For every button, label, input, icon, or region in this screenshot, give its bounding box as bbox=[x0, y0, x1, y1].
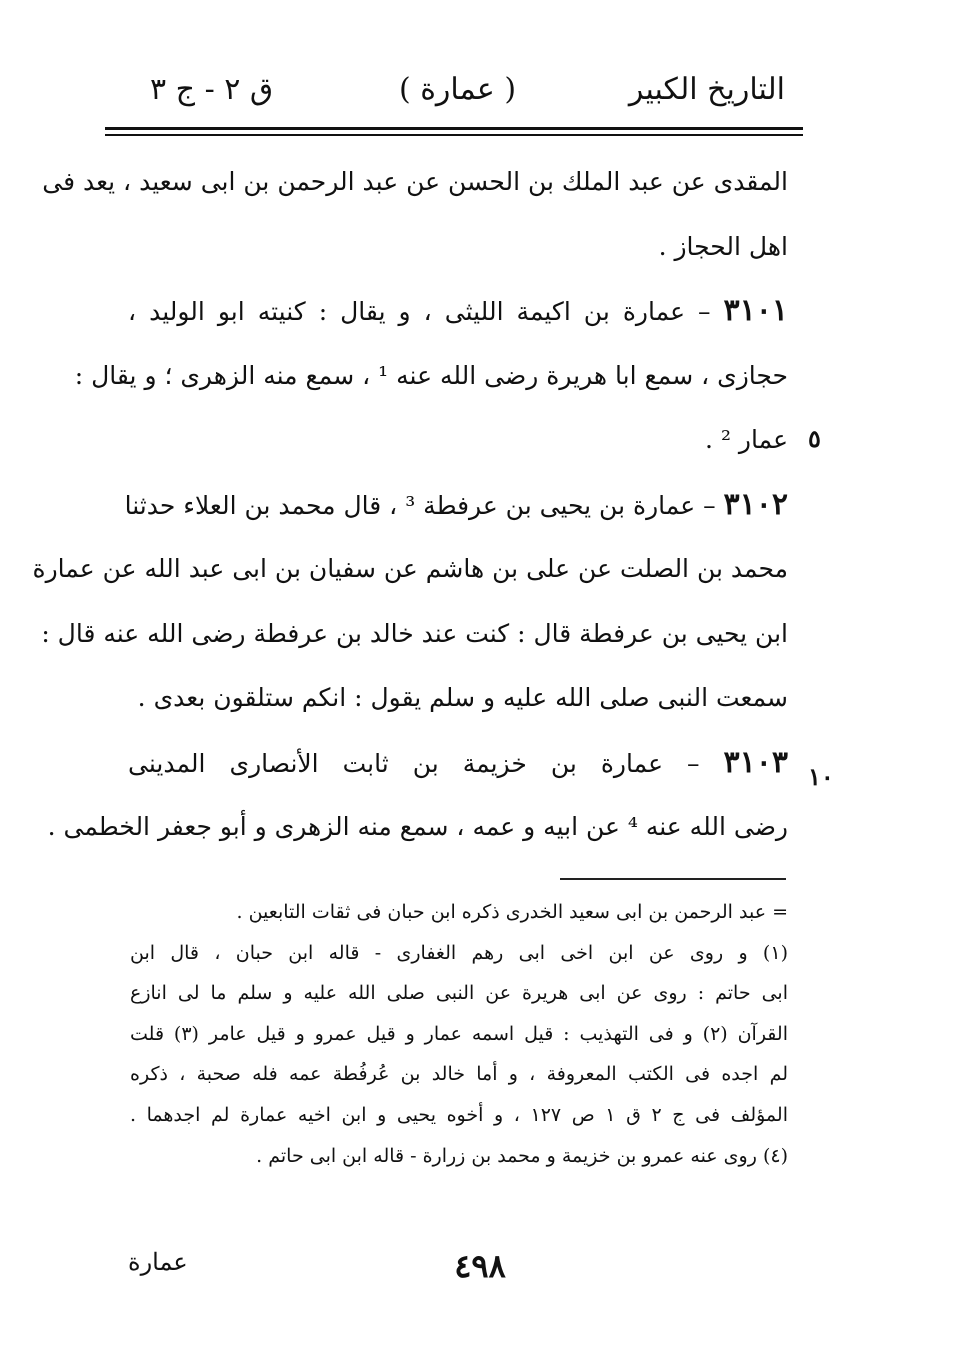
margin-line-number: ٥ bbox=[808, 424, 821, 453]
book-title: التاريخ الكبير bbox=[628, 72, 785, 107]
footnote-line: ابى حاتم : روى عن ابى هريرة عن النبى صلى الله عليه و سلم ما لى انازع bbox=[130, 982, 788, 1005]
text-line: سمعت النبى صلى الله عليه و سلم يقول : انكم ستلقون بعدى . bbox=[137, 683, 788, 712]
text-line: عمار ² . bbox=[705, 425, 788, 454]
text-line: المقدى عن عبد الملك بن الحسن عن عبد الرحمن بن ابى سعيد ، يعد فى bbox=[42, 167, 788, 196]
volume-label: ق ٢ - ج ٣ bbox=[150, 72, 274, 107]
catchword: عمارة bbox=[128, 1248, 188, 1276]
text-line: رضى الله عنه ⁴ عن ابيه و عمه ، سمع منه الزهرى و أبو جعفر الخطمى . bbox=[47, 812, 788, 841]
footnote-line: = عبد الرحمن بن ابى سعيد الخدرى ذكره ابن حبان فى ثقات التابعين . bbox=[236, 901, 788, 923]
section-title: ( عمارة ) bbox=[398, 72, 517, 107]
header-rule-thin bbox=[105, 134, 803, 136]
text-line: محمد بن الصلت عن على بن هاشم عن سفيان بن ابى عبد الله عن عمارة bbox=[32, 554, 788, 583]
text-line: اهل الحجاز . bbox=[658, 231, 788, 261]
main-text bbox=[32, 150, 788, 860]
footnote-line: (١) و روى عن ابن اخى ابى رهم الغفارى - قاله ابن حبان ، قال ابن bbox=[130, 941, 788, 964]
entry-number: ٣١٠١ bbox=[723, 293, 788, 328]
entry-line: ٣١٠١ – عمارة بن اكيمة الليثى ، و يقال : كنيته ابو الوليد ، bbox=[128, 293, 788, 328]
margin-line-number: ١٠ bbox=[808, 762, 834, 791]
footnote-separator bbox=[560, 878, 786, 880]
entry-number: ٣١٠٣ bbox=[723, 744, 788, 780]
running-header bbox=[130, 72, 785, 116]
footnote-line: المؤلف فى ج ٢ ق ١ ص ١٢٧ ، و أخوه يحيى و ابن اخيه عمارة لم اجدهما . bbox=[130, 1103, 788, 1126]
footnote-line: لم اجده فى الكتب المعروفة ، و أما خالد بن عُرفُطة عمه فله صحبة ، ذكره bbox=[130, 1063, 788, 1086]
footnotes bbox=[130, 892, 788, 1176]
entry-number: ٣١٠٢ bbox=[723, 486, 788, 522]
page-number: ٤٩٨ bbox=[454, 1247, 506, 1285]
text-line: ابن يحيى بن عرفطة قال : كنت عند خالد بن عرفطة رضى الله عنه قال : bbox=[41, 618, 788, 648]
text-line: حجازى ، سمع ابا هريرة رضى الله عنه ¹ ، سمع منه الزهرى ؛ و يقال : bbox=[74, 360, 788, 390]
footnote-line: القرآن (٢) و فى التهذيب : قيل اسمه عمار و قيل عمرو و قيل عامر (٣) قلت bbox=[130, 1022, 788, 1045]
entry-line: ٣١٠٣ – عمارة بن خزيمة بن ثابت الأنصارى المدينى bbox=[128, 744, 788, 780]
footnote-line: (٤) روى عنه عمرو بن خزيمة و محمد بن زرارة - قاله ابن ابى حاتم . bbox=[256, 1144, 788, 1167]
entry-line: ٣١٠٢ – عمارة بن يحيى بن عرفطة ³ ، قال محمد بن العلاء حدثنا bbox=[124, 486, 788, 522]
header-rule-thick bbox=[105, 127, 803, 130]
